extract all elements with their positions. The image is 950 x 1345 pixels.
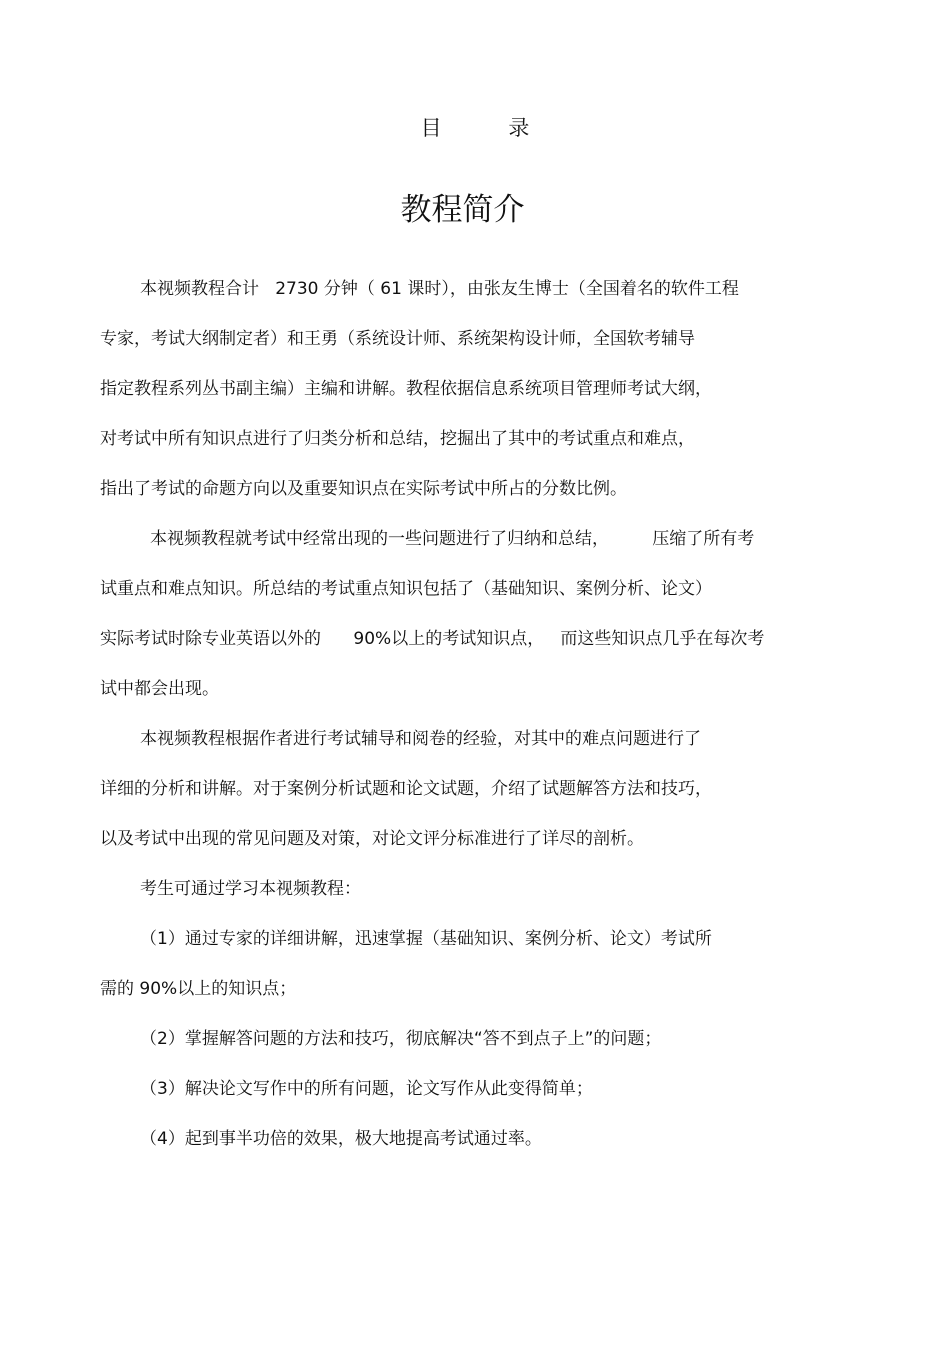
paragraph-1-line-4: 对考试中所有知识点进行了归类分析和总结，挖掘出了其中的考试重点和难点， [100, 429, 695, 449]
toc-heading: 目 录 [420, 116, 560, 140]
paragraph-1-line-1: 本视频教程合计 2730 分钟（ 61 课时），由张友生博士（全国着名的软件工程 [140, 279, 739, 299]
paragraph-2-line-1: 本视频教程就考试中经常出现的一些问题进行了归纳和总结， 压缩了所有考 [150, 529, 755, 549]
list-item-2: （2）掌握解答问题的方法和技巧，彻底解决“答不到点子上”的问题； [140, 1029, 662, 1049]
paragraph-1-line-3: 指定教程系列丛书副主编）主编和讲解。教程依据信息系统项目管理师考试大纲， [100, 379, 712, 399]
paragraph-2-line-2: 试重点和难点知识。所总结的考试重点知识包括了（基础知识、案例分析、论文） [100, 579, 712, 599]
paragraph-3-line-2: 详细的分析和讲解。对于案例分析试题和论文试题，介绍了试题解答方法和技巧， [100, 779, 712, 799]
paragraph-2-line-3: 实际考试时除专业英语以外的 90%以上的考试知识点， 而这些知识点几乎在每次考 [100, 629, 765, 649]
list-item-3: （3）解决论文写作中的所有问题，论文写作从此变得简单； [140, 1079, 593, 1099]
list-item-4: （4）起到事半功倍的效果，极大地提高考试通过率。 [140, 1129, 542, 1149]
paragraph-2-line-4: 试中都会出现。 [100, 679, 219, 699]
list-item-1-line-1: （1）通过专家的详细讲解，迅速掌握（基础知识、案例分析、论文）考试所 [140, 929, 712, 949]
paragraph-4-line-1: 考生可通过学习本视频教程： [140, 879, 361, 899]
paragraph-1-line-5: 指出了考试的命题方向以及重要知识点在实际考试中所占的分数比例。 [100, 479, 627, 499]
list-item-1-line-2: 需的 90%以上的知识点； [100, 979, 297, 999]
paragraph-3-line-3: 以及考试中出现的常见问题及对策，对论文评分标准进行了详尽的剖析。 [100, 829, 644, 849]
paragraph-1-line-2: 专家，考试大纲制定者）和王勇（系统设计师、系统架构设计师，全国软考辅导 [100, 329, 695, 349]
paragraph-3-line-1: 本视频教程根据作者进行考试辅导和阅卷的经验，对其中的难点问题进行了 [140, 729, 701, 749]
page-title: 教程简介 [400, 192, 525, 228]
